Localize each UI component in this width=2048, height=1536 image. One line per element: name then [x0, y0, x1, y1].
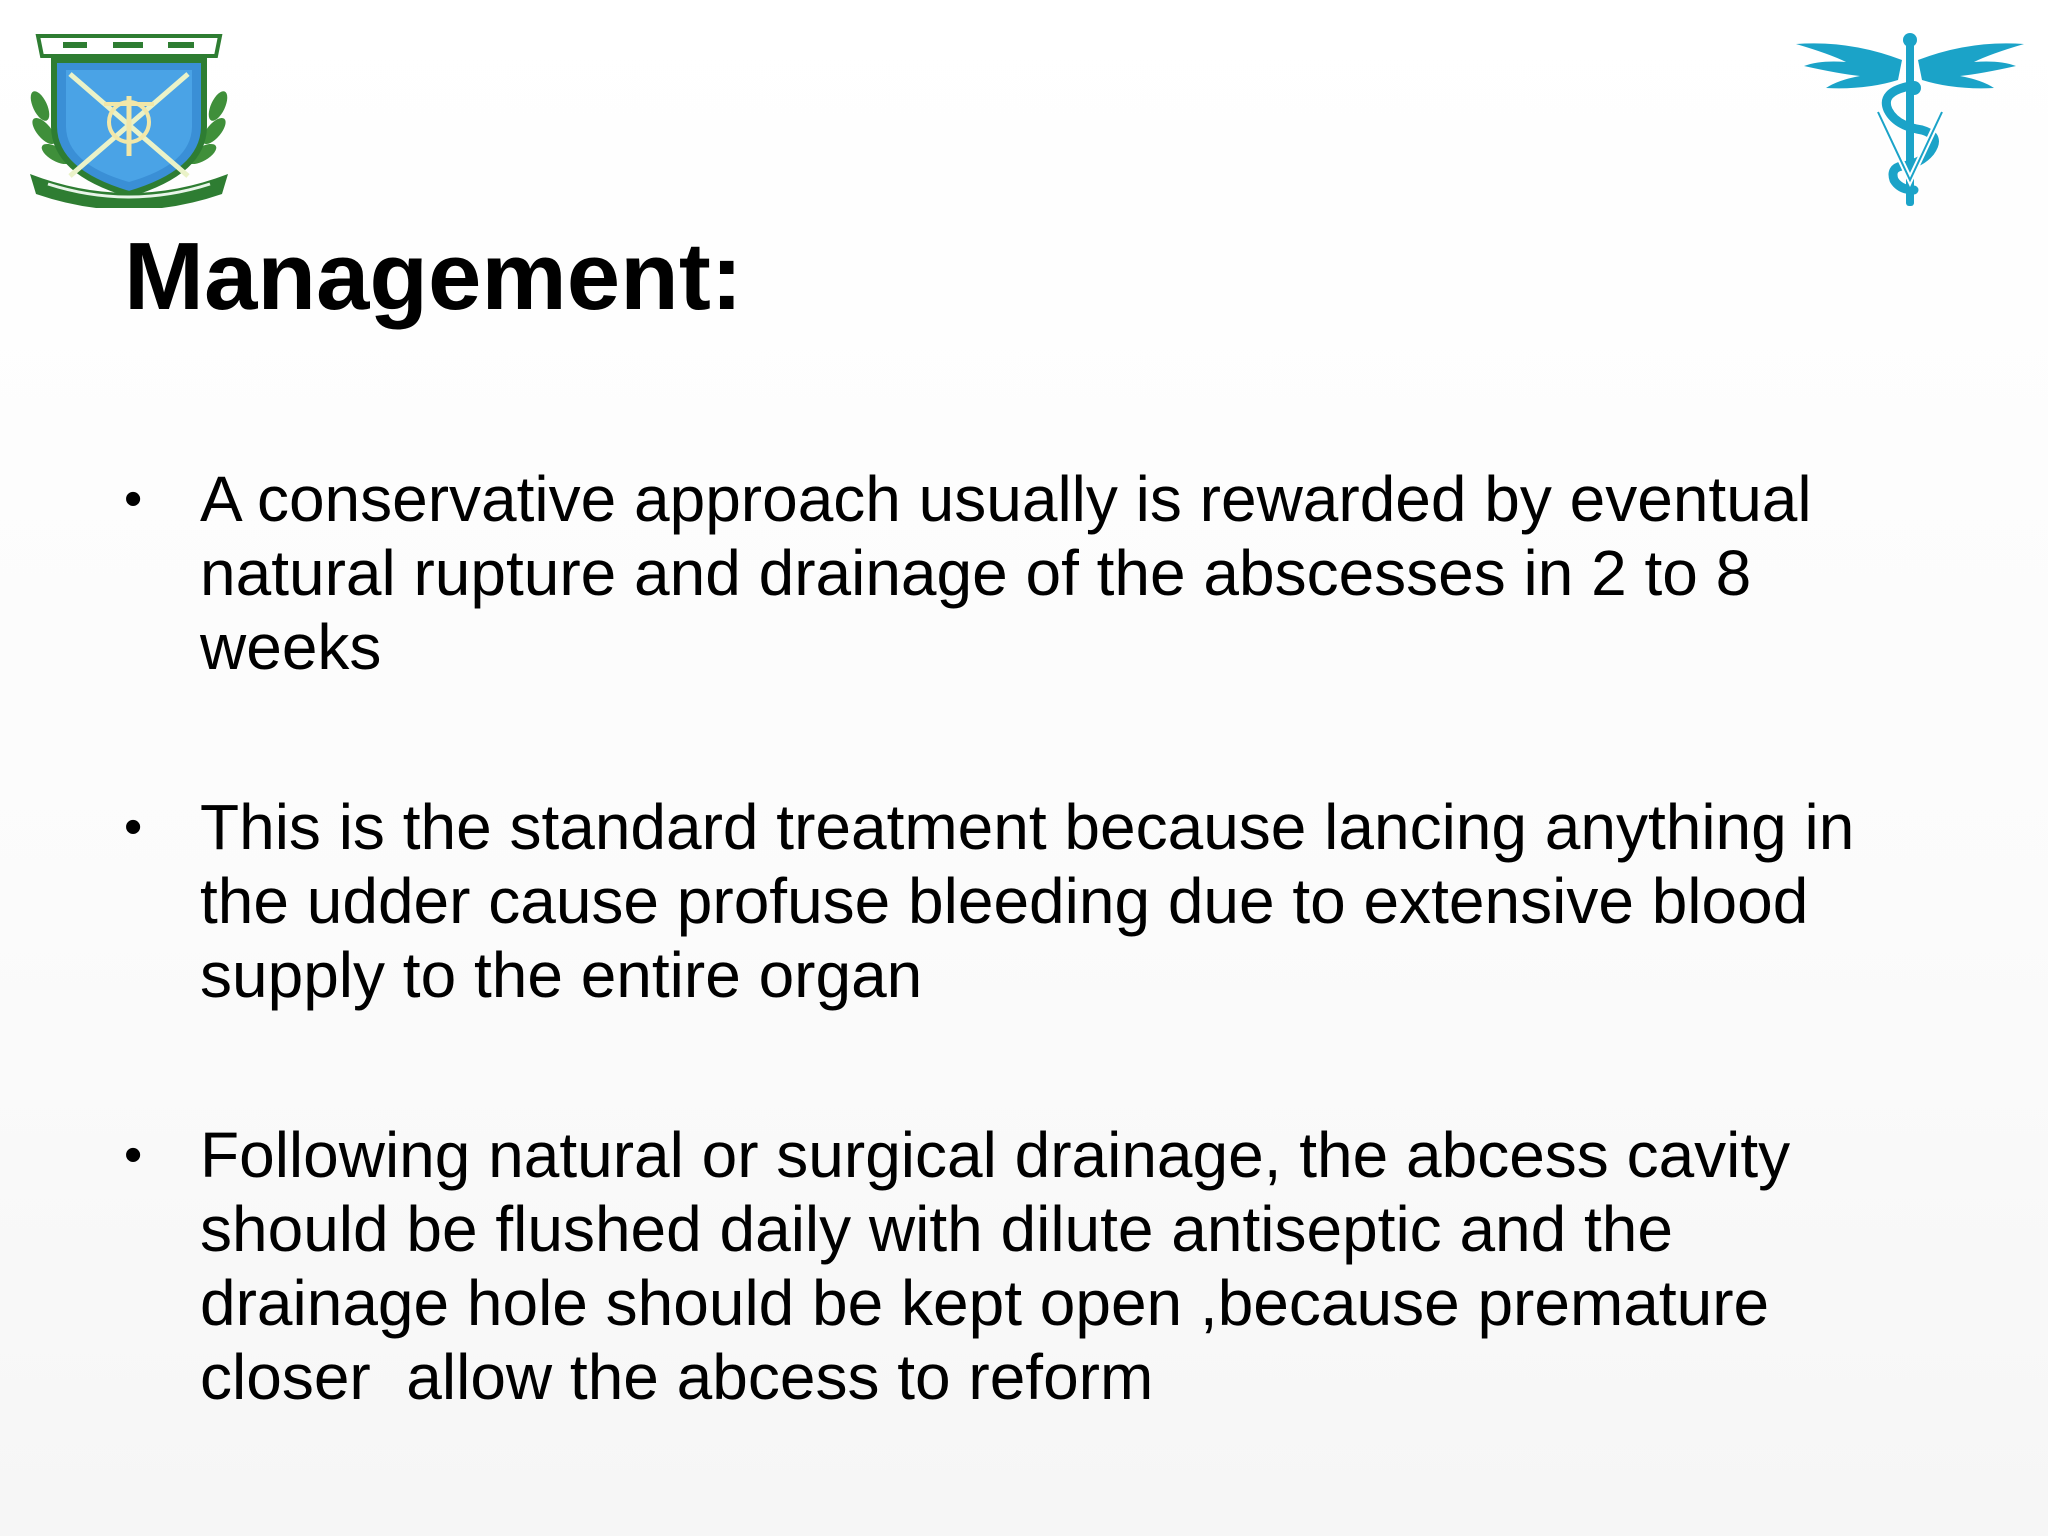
bullet-marker: • — [124, 1126, 143, 1184]
bullet-marker: • — [124, 798, 143, 856]
bullet-marker: • — [124, 470, 143, 528]
bullet-text: This is the standard treatment because lancing anything in the udder cause profuse bleeding due to extensive blood supply to the entire organ — [200, 791, 1855, 1011]
slide-title: Management: — [124, 223, 743, 330]
bullet-text: A conservative approach usually is rewarded by eventual natural rupture and drainage of the abscesses in 2 to 8 weeks — [200, 463, 1812, 683]
bullet-item — [120, 1118, 2000, 1414]
bullet-text: Following natural or surgical drainage, the abcess cavity should be flushed daily with dilute antiseptic and the drainage hole should be kept open ,because premature closer allow the abcess to reform — [200, 1119, 1791, 1413]
veterinary-caduceus-icon — [1790, 30, 2030, 210]
bullet-list — [120, 462, 2000, 1520]
bullet-item — [120, 462, 2000, 684]
university-crest-icon — [18, 26, 240, 208]
bullet-item — [120, 790, 2000, 1012]
